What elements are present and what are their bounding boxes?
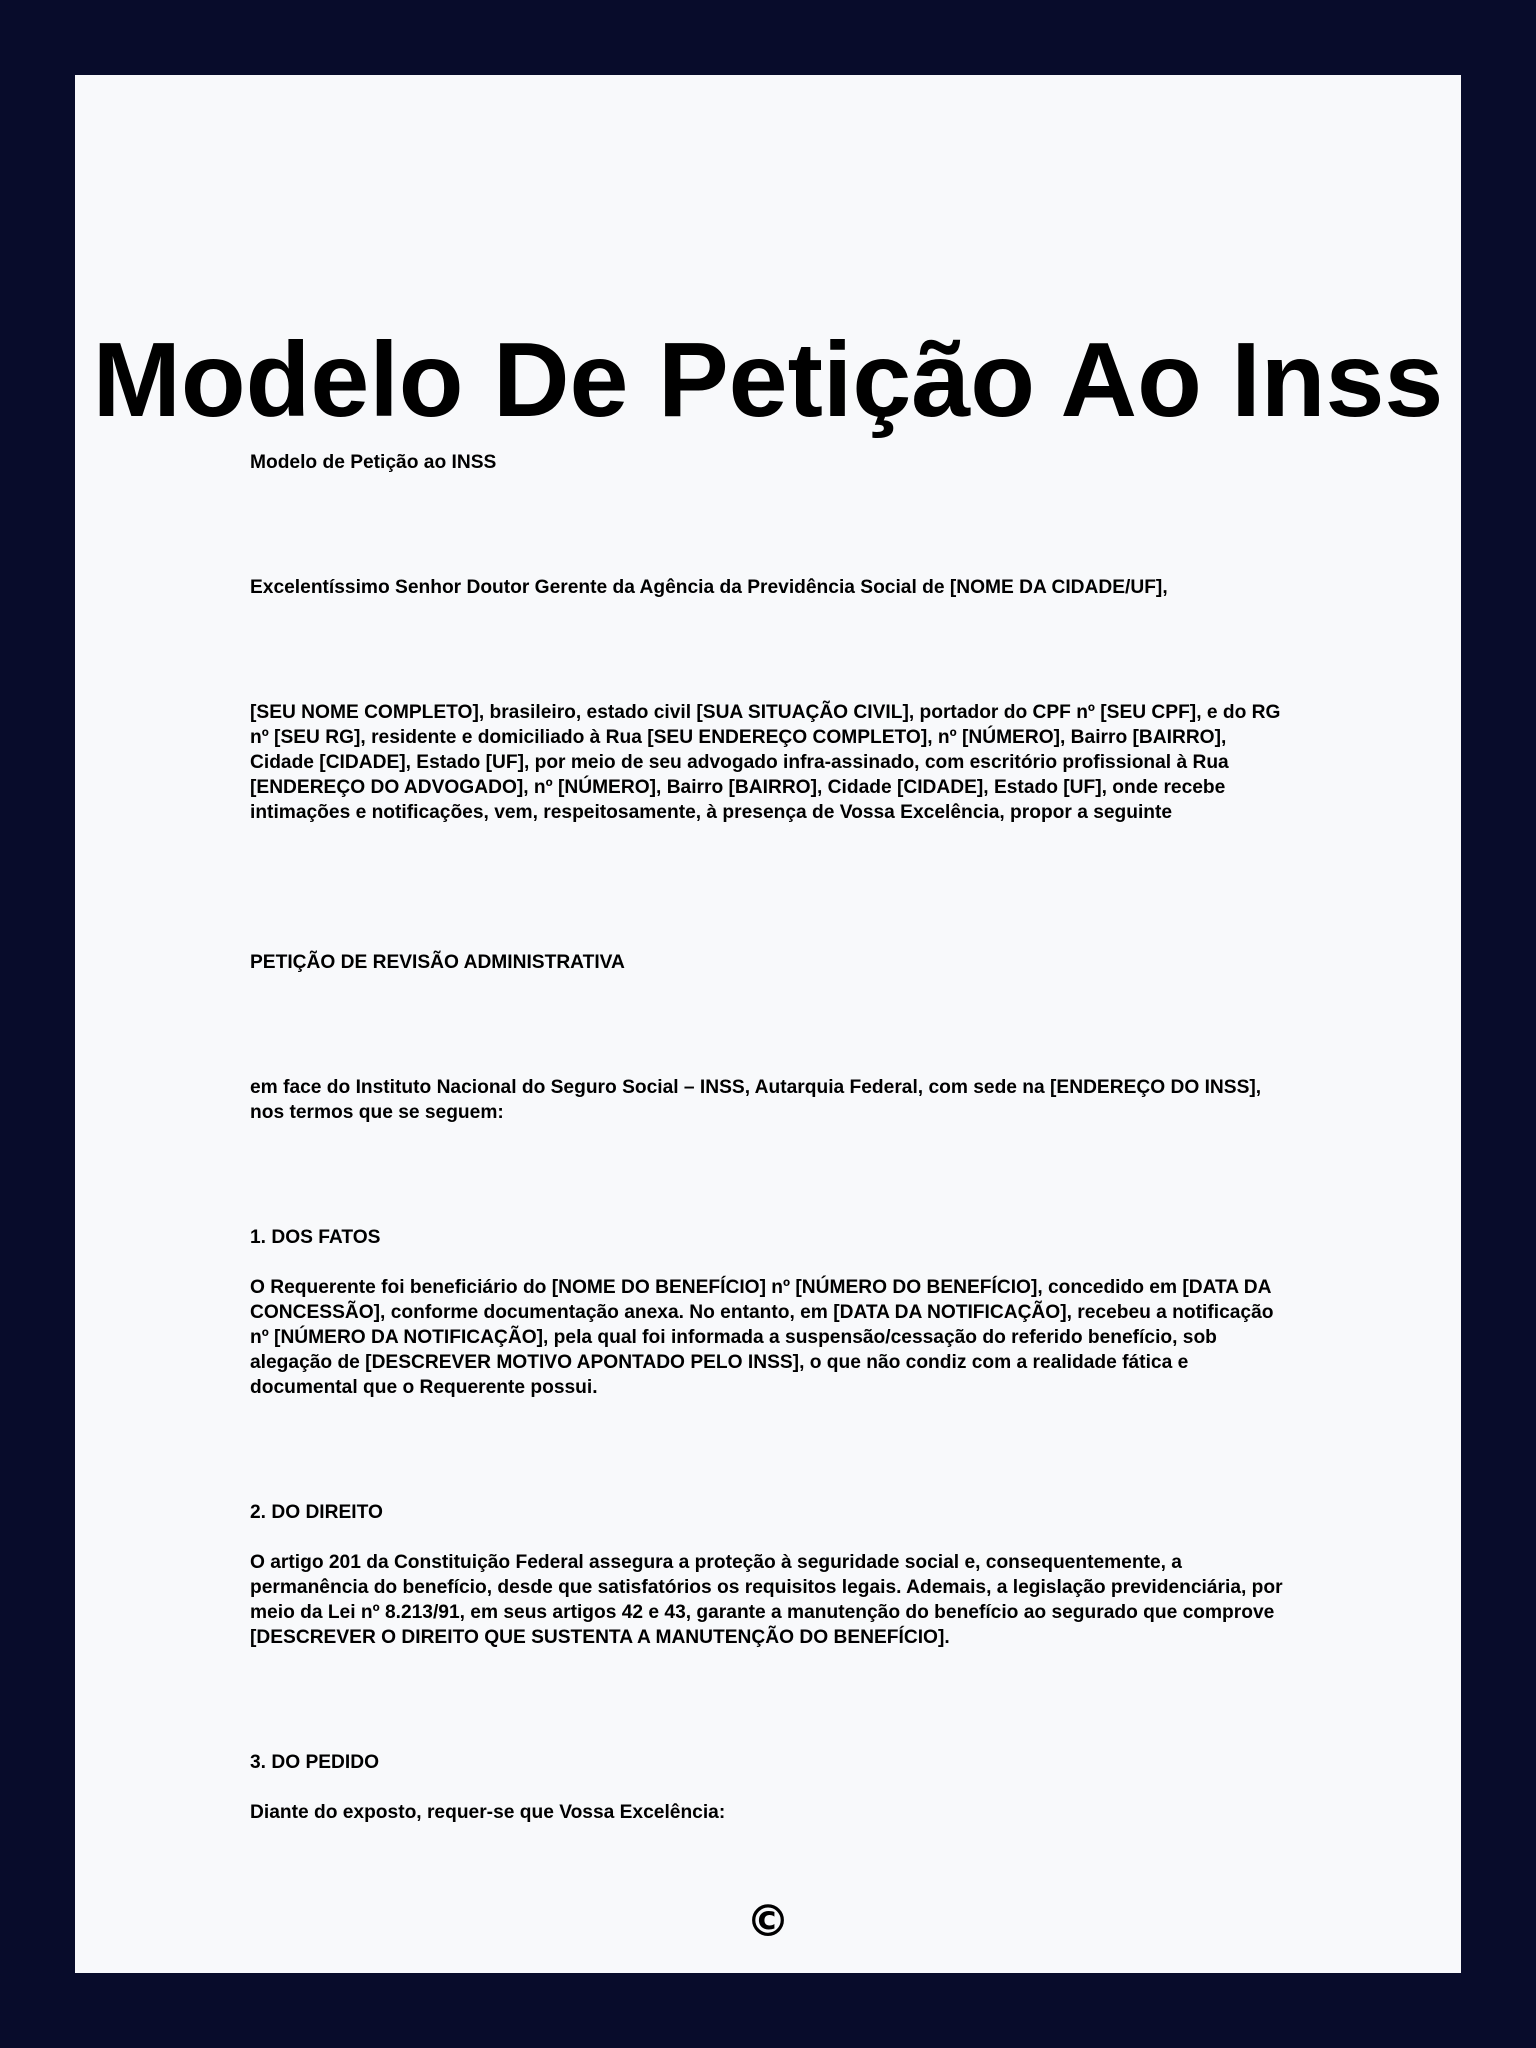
document-title: Modelo De Petição Ao Inss [92,321,1444,439]
section-facts-heading: 1. DOS FATOS [250,1227,381,1248]
section-law-heading: 2. DO DIREITO [250,1502,383,1523]
request-paragraph: Diante do exposto, requer-se que Vossa Excelência: [250,1802,726,1823]
document-page [75,75,1461,1973]
facts-paragraph: O Requerente foi beneficiário do [NOME DO BENEFÍCIO] nº [NÚMERO DO BENEFÍCIO], concedido em [DATA DA CONCESSÃO], conforme documentação anexa. No entanto, em [DATA DA NOTIFICAÇÃO], recebeu a notificação nº [NÚMERO DA NOTIFICAÇÃO], pela qual foi informada a suspensão/cessação do referido benefício, sob alegação de [DESCREVER MOTIVO APONTADO PELO INSS], o que não condiz com a realidade fática e documental que o Requerente possui. [250,1277,1274,1398]
defendant-paragraph: em face do Instituto Nacional do Seguro Social – INSS, Autarquia Federal, com sede na [ENDEREÇO DO INSS], nos termos que se seguem: [250,1077,1262,1123]
section-request-heading: 3. DO PEDIDO [250,1752,380,1773]
petition-type-heading: PETIÇÃO DE REVISÃO ADMINISTRATIVA [250,952,625,973]
salutation: Excelentíssimo Senhor Doutor Gerente da Agência da Previdência Social de [NOME DA CIDADE/UF], [250,577,1168,598]
document-subtitle: Modelo de Petição ao INSS [250,452,497,473]
copyright-icon: © [746,1896,790,1947]
law-paragraph: O artigo 201 da Constituição Federal assegura a proteção à seguridade social e, consequentemente, a permanência do benefício, desde que satisfatórios os requisitos legais. Ademais, a legislação previdenciária, por meio da Lei nº 8.213/91, em seus artigos 42 e 43, garante a manutenção do benefício ao segurado que comprove [DESCREVER O DIREITO QUE SUSTENTA A MANUTENÇÃO DO BENEFÍCIO]. [250,1552,1283,1648]
qualification-paragraph: [SEU NOME COMPLETO], brasileiro, estado civil [SUA SITUAÇÃO CIVIL], portador do CPF nº [SEU CPF], e do RG nº [SEU RG], residente e domiciliado à Rua [SEU ENDEREÇO COMPLETO], nº [NÚMERO], Bairro [BAIRRO], Cidade [CIDADE], Estado [UF], por meio de seu advogado infra-assinado, com escritório profissional à Rua [ENDEREÇO DO ADVOGADO], nº [NÚMERO], Bairro [BAIRRO], Cidade [CIDADE], Estado [UF], onde recebe intimações e notificações, vem, respeitosamente, à presença de Vossa Excelência, propor a seguinte [250,702,1281,823]
